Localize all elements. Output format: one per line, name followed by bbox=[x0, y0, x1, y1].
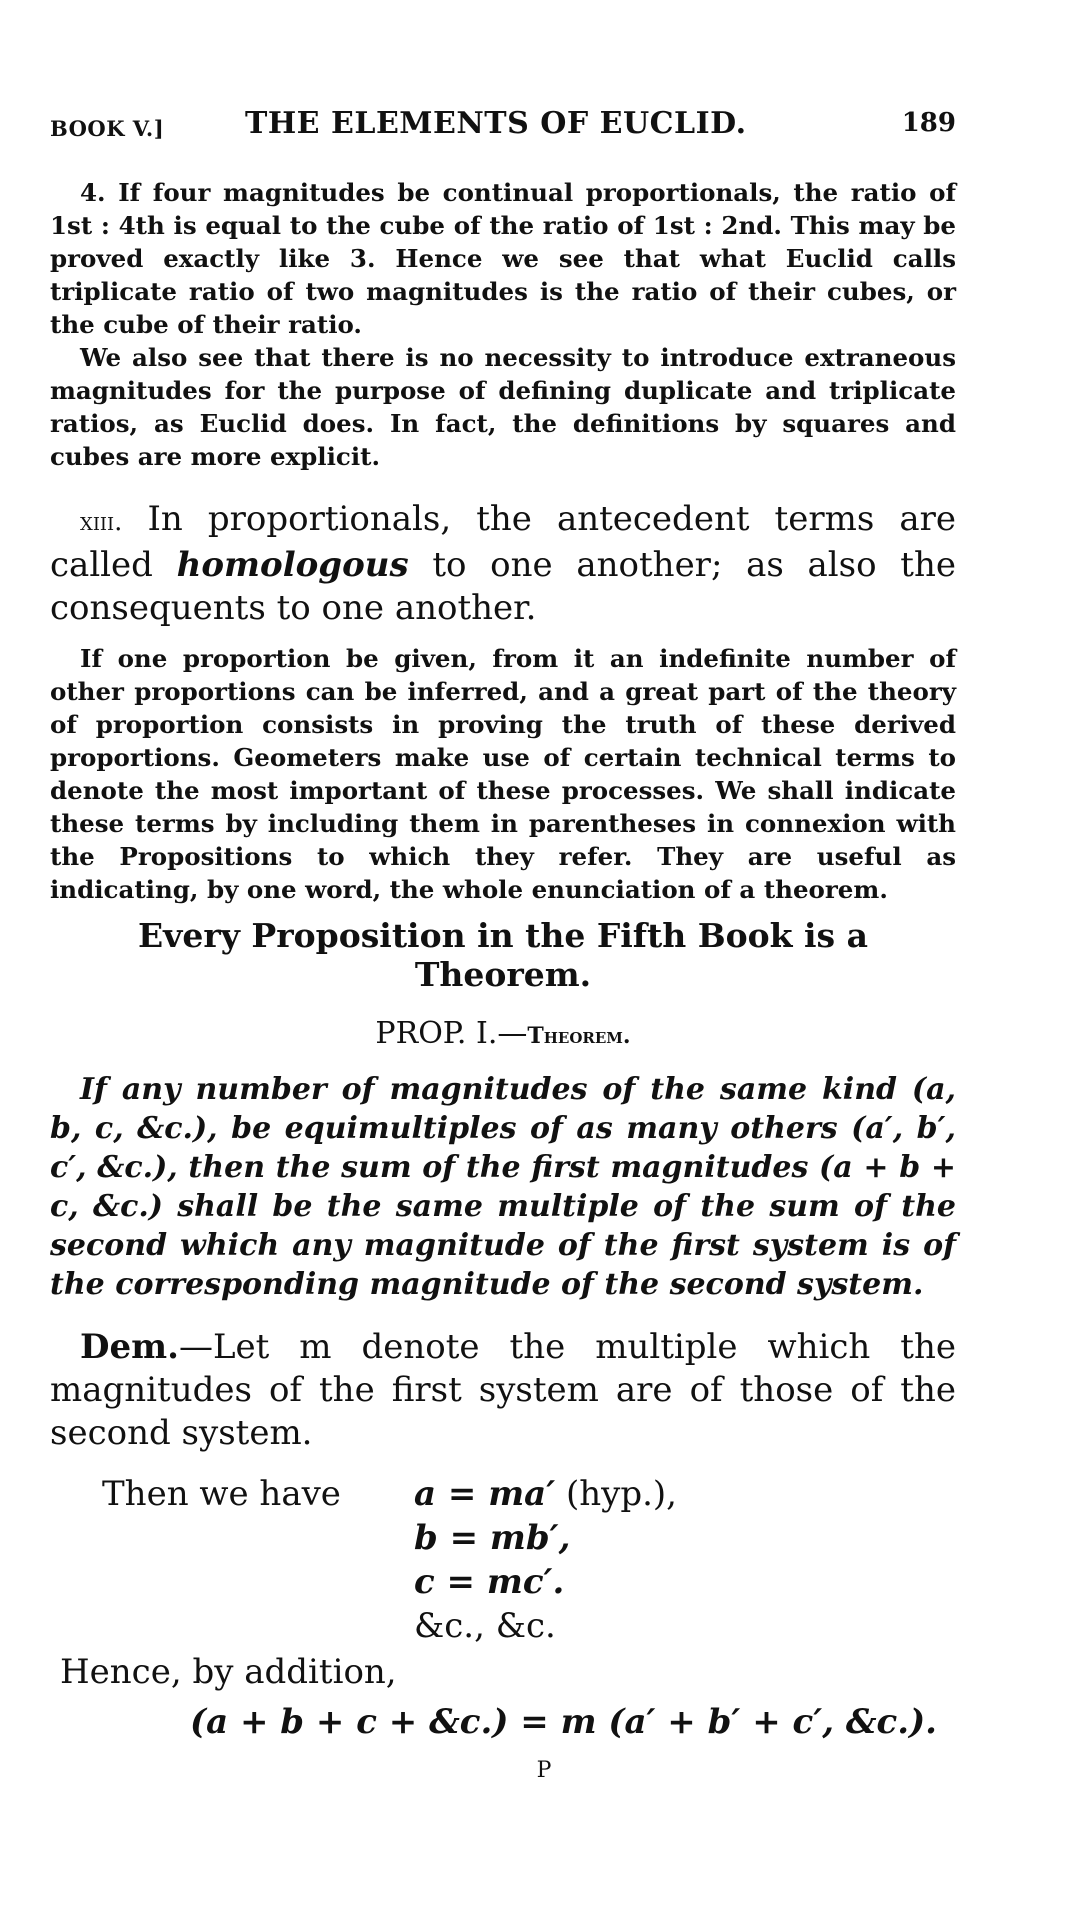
sum-equation: (a + b + c + &c.) = m (a′ + b′ + c′, &c.). bbox=[190, 1702, 938, 1742]
proposition-kind: Theorem. bbox=[527, 1023, 631, 1049]
demonstration bbox=[50, 1326, 956, 1455]
every-proposition-line: Every Proposition in the Fifth Book is a Theorem. bbox=[138, 916, 868, 994]
demonstration-label: Dem. bbox=[80, 1327, 179, 1367]
homologous-term: homologous bbox=[176, 545, 409, 585]
running-header bbox=[50, 106, 956, 146]
proposition-heading bbox=[50, 1016, 956, 1051]
note-four bbox=[50, 176, 956, 473]
proposition-label: PROP. I.— bbox=[375, 1016, 528, 1051]
definition-text: xiii. In proportionals, the antecedent terms are called homologous to one another; as also the consequents to one another. bbox=[50, 499, 956, 628]
hence-line: Hence, by addition, bbox=[60, 1652, 397, 1692]
signature-mark: P bbox=[536, 1758, 552, 1783]
page-number: 189 bbox=[901, 108, 956, 138]
note-four-continuation: We also see that there is no necessity to introduce extraneous magnitudes for the purpose of defining duplicate and triplicate ratios, as Euclid does. In fact, the definitions by squares and cubes are more explicit. bbox=[50, 343, 956, 471]
definition-thirteen bbox=[50, 498, 956, 630]
equation-etc: &c., &c. bbox=[414, 1606, 556, 1646]
equation-c: c = mc′. bbox=[414, 1562, 565, 1602]
equation-b: b = mb′, bbox=[414, 1518, 571, 1558]
definition-number: xiii. bbox=[80, 507, 123, 537]
book-label: BOOK V.] bbox=[50, 116, 165, 141]
equation-a: a = ma′ (hyp.), bbox=[414, 1474, 677, 1514]
theorem-enunciation bbox=[50, 1070, 956, 1304]
equations-intro: Then we have bbox=[102, 1474, 341, 1514]
commentary-paragraph: If one proportion be given, from it an indefinite number of other proportions can be inferred, and a great part of the theory of proportion consists in proving the truth of these derived proportions. Geometers make use of certain technical terms to denote the most important of these processes. We shall indicate these terms by including them in parentheses in connexion with the Propositions to which they refer. They are useful as indicating, by one word, the whole enunciation of a theorem. bbox=[50, 644, 956, 904]
theorem-text: If any number of magnitudes of the same kind (a, b, c, &c.), be equimultiples of as many others (a′, b′, c′, &c.), then the sum of the first magnitudes (a + b + c, &c.) shall be the same multiple of the sum of the second which any magnitude of the first system is of the corresponding magnitude of the second system. bbox=[50, 1072, 956, 1302]
demonstration-text: —Let m denote the multiple which the magnitudes of the first system are of those of the second system. bbox=[50, 1327, 956, 1453]
commentary bbox=[50, 642, 956, 906]
running-title: THE ELEMENTS OF EUCLID. bbox=[245, 106, 747, 141]
note-four-paragraph: 4. If four magnitudes be continual proportionals, the ratio of 1st : 4th is equal to the cube of the ratio of 1st : 2nd. This may be proved exactly like 3. Hence we see that what Euclid calls triplicate ratio of two magnitudes is the ratio of their cubes, or the cube of their ratio. bbox=[50, 178, 956, 339]
